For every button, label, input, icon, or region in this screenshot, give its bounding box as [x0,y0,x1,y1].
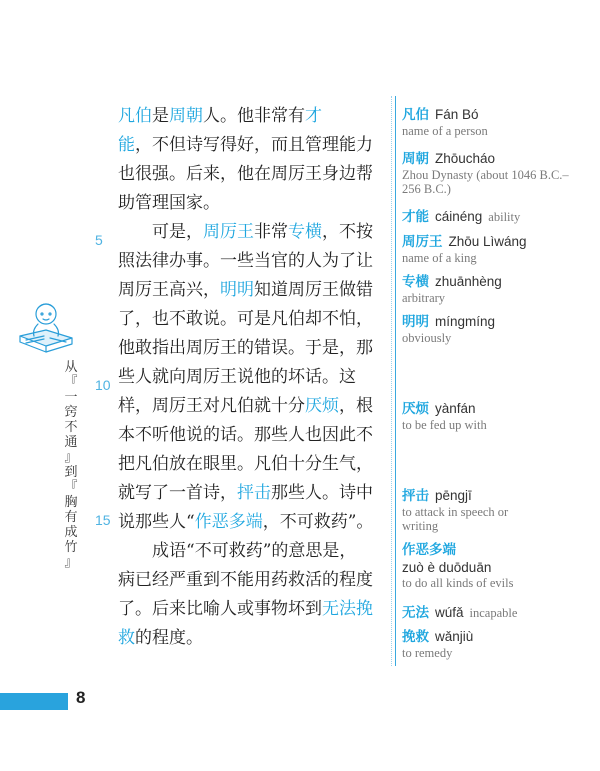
text-line [118,160,388,189]
glossary-9 [402,604,592,622]
glossary-6 [402,400,592,432]
text-line [118,363,388,392]
side-title-char: 窍 [64,405,78,420]
glossary-definition: obviously [402,331,452,345]
glossary-definition: incapable [469,606,518,620]
line-number-10: 10 [95,377,111,393]
side-title-char: 竹 [64,540,78,555]
text-segment: 的程度。 [135,628,203,648]
text-line [118,102,388,131]
glossary-definition: to do all kinds of evils [402,576,514,590]
glossary-term: 挽救 [402,629,429,645]
text-line [118,508,388,537]
glossary-definition: to be fed up with [402,418,487,432]
highlighted-term: 周厉王 [203,222,254,242]
text-segment: 那些人。诗中 [271,483,373,503]
glossary-pinyin: zuò è duōduān [402,560,492,575]
text-line [118,537,388,566]
glossary-pinyin: Fán Bó [435,107,479,122]
side-title-char: 到 [64,465,78,480]
glossary-3 [402,233,592,265]
text-segment: 可是， [118,222,203,242]
highlighted-term: 作恶多端 [194,512,263,532]
glossary-term: 作恶多端 [402,542,456,558]
text-segment: 人。他非常有 [203,106,305,126]
text-segment: ，不但诗写得好，而且管理能力 [135,135,373,155]
page-number: 8 [76,688,86,707]
text-segment: 周厉王高兴， [118,280,220,300]
text-segment: 就写了一首诗， [118,483,237,503]
reading-child-icon [16,296,76,358]
glossary-1 [402,150,592,196]
glossary-pinyin: pēngjī [435,488,472,503]
glossary-pinyin: míngmíng [435,314,496,329]
glossary-term: 无法 [402,605,429,621]
text-segment: 成语“不可救药”的意思是， [118,541,357,561]
glossary-pinyin: Zhōu Lìwáng [448,234,527,249]
glossary-term: 凡伯 [402,107,429,123]
side-title-char: 『 [64,375,78,390]
text-segment: 了，也不敢说。可是凡伯却不怕， [118,309,373,329]
text-segment: 助管理国家。 [118,193,220,213]
glossary-term: 周朝 [402,151,429,167]
glossary-term: 才能 [402,209,429,225]
highlighted-term: 才 [305,106,322,126]
text-segment: 他敢指出周厉王的错误。于是，那 [118,338,373,358]
side-title-char: 一 [64,390,78,405]
text-line [118,334,388,363]
text-line [118,131,388,160]
text-line [118,421,388,450]
text-segment: ，不可救药”。 [262,512,374,532]
glossary-pinyin: wǎnjiù [435,629,474,644]
glossary-term: 抨击 [402,488,429,504]
highlighted-term: 明明 [220,280,254,300]
text-segment: 病已经严重到不能用药救活的程度 [118,570,373,590]
text-line [118,305,388,334]
text-segment: 说那些人“ [118,512,195,532]
line-number-5: 5 [95,232,103,248]
text-segment: 照法律办事。一些当官的人为了让 [118,251,373,271]
text-segment: ，根 [339,396,373,416]
text-segment: 也很强。后来，他在周厉王身边帮 [118,164,373,184]
text-segment: ，不按 [322,222,373,242]
glossary-pinyin: cáinéng [435,209,483,224]
glossary-pinyin: yànfán [435,401,476,416]
text-segment: 把凡伯放在眼里。凡伯十分生气， [118,454,373,474]
glossary-pinyin: zhuānhèng [435,274,502,289]
glossary-definition: name of a king [402,251,477,265]
side-title-char: 胸 [64,495,78,510]
glossary-term: 厌烦 [402,401,429,417]
glossary-0 [402,106,592,138]
text-line [118,247,388,276]
main-text [118,102,388,653]
glossary-definition: name of a person [402,124,488,138]
glossary-7 [402,487,592,533]
glossary-4 [402,273,592,305]
text-line [118,450,388,479]
glossary-pinyin: wúfǎ [435,605,464,620]
highlighted-term: 无法挽 [322,599,373,619]
highlighted-term: 专横 [288,222,322,242]
text-segment: 知道周厉王做错 [254,280,373,300]
text-segment: 样，周厉王对凡伯就十分 [118,396,305,416]
text-segment: 本不听他说的话。那些人也因此不 [118,425,373,445]
text-segment: 些人就向周厉王说他的坏话。这 [118,367,356,387]
side-title-char: 从 [64,360,78,375]
page-number-bar [0,693,68,710]
side-title-char: 有 [64,510,78,525]
text-line [118,276,388,305]
glossary-definition: ability [488,210,521,224]
highlighted-term: 抨击 [237,483,271,503]
glossary-8 [402,542,592,590]
glossary-term: 专横 [402,274,429,290]
text-line [118,218,388,247]
glossary-term: 明明 [402,314,429,330]
highlighted-term: 凡伯 [118,106,152,126]
text-segment: 了。后来比喻人或事物坏到 [118,599,322,619]
glossary-definition: arbitrary [402,291,446,305]
side-title-char: 『 [64,480,78,495]
side-title-char: 不 [64,420,78,435]
side-title-char: 成 [64,525,78,540]
glossary-definition: to attack in speech or writing [402,505,509,533]
side-running-title [60,360,82,570]
line-number-15: 15 [95,512,111,528]
glossary-term: 周厉王 [402,234,443,250]
text-line [118,595,388,624]
side-title-char: 』 [64,450,78,465]
text-segment: 非常 [254,222,288,242]
margin-divider [395,96,396,666]
text-line [118,189,388,218]
margin-divider-dotted [391,96,392,666]
text-segment: 是 [152,106,169,126]
glossary-definition: Zhou Dynasty (about 1046 B.C.– 256 B.C.) [402,168,569,196]
glossary-2 [402,208,592,226]
glossary-5 [402,313,592,345]
side-title-char: 通 [64,435,78,450]
side-title-char: 』 [64,555,78,570]
text-line [118,392,388,421]
text-line [118,479,388,508]
highlighted-term: 救 [118,628,135,648]
glossary-definition: to remedy [402,646,453,660]
text-line [118,624,388,653]
highlighted-term: 厌烦 [305,396,339,416]
glossary-10 [402,628,592,660]
highlighted-term: 能 [118,135,135,155]
highlighted-term: 周朝 [169,106,203,126]
text-line [118,566,388,595]
glossary-pinyin: Zhōucháo [435,151,496,166]
